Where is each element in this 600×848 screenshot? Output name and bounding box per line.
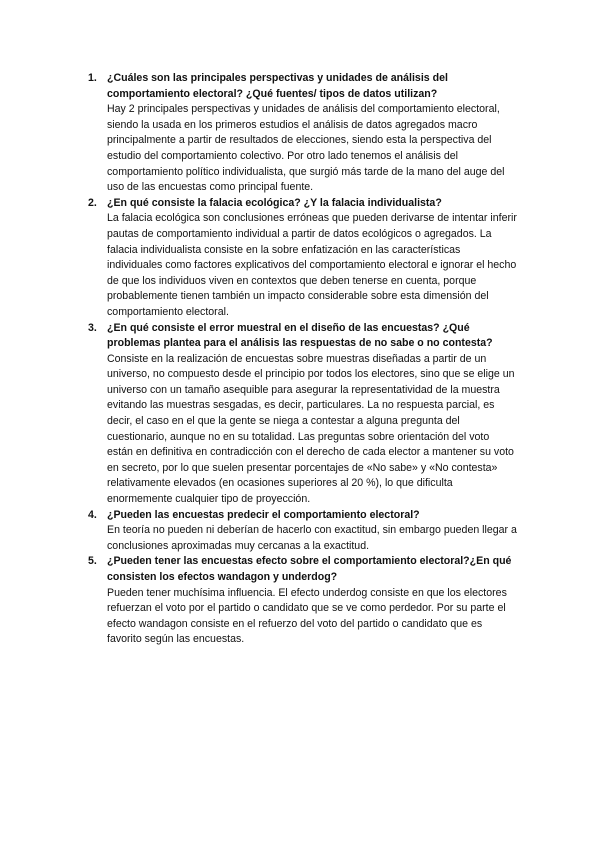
answer-text: Consiste en la realización de encuestas sobre muestras diseñadas a partir de un universo, no compuesto desde el principio por todos los electores, sino que se elige un universo con un tamaño asequible para asegurar la representatividad de la muestra evitando las muestras sesgadas, es decir, particulares. La no respuesta parcial, es decir, el caso en el que la gente se niega a contestar a alguna pregunta del cuestionario, aunque no en su totalidad. Las preguntas sobre orientación del voto están en definitiva en contradicción con el derecho de cada elector a mantener su voto en secreto, por lo que suelen presentar porcentajes de «No sabe» y «No contesta» relativamente elevados (en ocasiones superiores al 20 %), lo que dificulta enormemente cualquier tipo de proyección.	[107, 352, 515, 506]
question-number: 5.	[88, 555, 97, 568]
question-text: ¿En qué consiste el error muestral en el diseño de las encuestas? ¿Qué problemas plantea para el análisis las respuestas de no sabe o no contesta?	[107, 321, 493, 350]
question-item-5	[88, 554, 518, 648]
question-text: ¿En qué consiste la falacia ecológica? ¿Y la falacia individualista?	[107, 196, 442, 209]
question-text: ¿Pueden tener las encuestas efecto sobre el comportamiento electoral?¿En qué consisten los efectos wandagon y underdog?	[107, 555, 512, 583]
question-number: 2.	[88, 196, 97, 209]
answer-text: Pueden tener muchísima influencia. El efecto underdog consiste en que los electores refuerzan el voto por el partido o candidato que se ve como perdedor. Por su parte el efecto wandagon consiste en el refuerzo del voto del partido o candidato que es favorito según las encuestas.	[107, 586, 507, 646]
question-number: 4.	[88, 508, 97, 521]
question-text: ¿Pueden las encuestas predecir el comportamiento electoral?	[107, 508, 420, 521]
question-list	[88, 71, 518, 648]
question-text: ¿Cuáles son las principales perspectivas y unidades de análisis del comportamiento electoral? ¿Qué fuentes/ tipos de datos utilizan?	[107, 72, 448, 100]
answer-text: Hay 2 principales perspectivas y unidades de análisis del comportamiento electoral, siendo la usada en los primeros estudios el análisis de datos agregados macro principalmente a partir de resultados de elecciones, siendo esta la perspectiva del estudio del comportamiento colectivo. Por otro lado tenemos el análisis del comportamiento político individualista, que surgió más tarde de la mano del auge del uso de las encuestas como principal fuente.	[107, 103, 505, 194]
question-item-2	[88, 196, 518, 321]
answer-text: La falacia ecológica son conclusiones erróneas que pueden derivarse de intentar inferir pautas de comportamiento individual a partir de datos ecológicos o agregados. La falacia individualista consiste en la sobre enfatización en las características individuales como factores explicativos del comportamiento electoral e ignorar el hecho de que los individuos viven en contextos que deben tenerse en cuenta, porque probablemente tienen también un impacto considerable sobre esta dimensión del comportamiento electoral.	[107, 212, 517, 318]
question-item-3	[88, 321, 518, 508]
question-item-1	[88, 71, 518, 196]
question-number: 1.	[88, 72, 97, 84]
question-item-4	[88, 508, 518, 555]
answer-text: En teoría no pueden ni deberían de hacerlo con exactitud, sin embargo pueden llegar a conclusiones aproximadas muy cercanas a la exactitud.	[107, 524, 517, 552]
question-number: 3.	[88, 321, 97, 334]
